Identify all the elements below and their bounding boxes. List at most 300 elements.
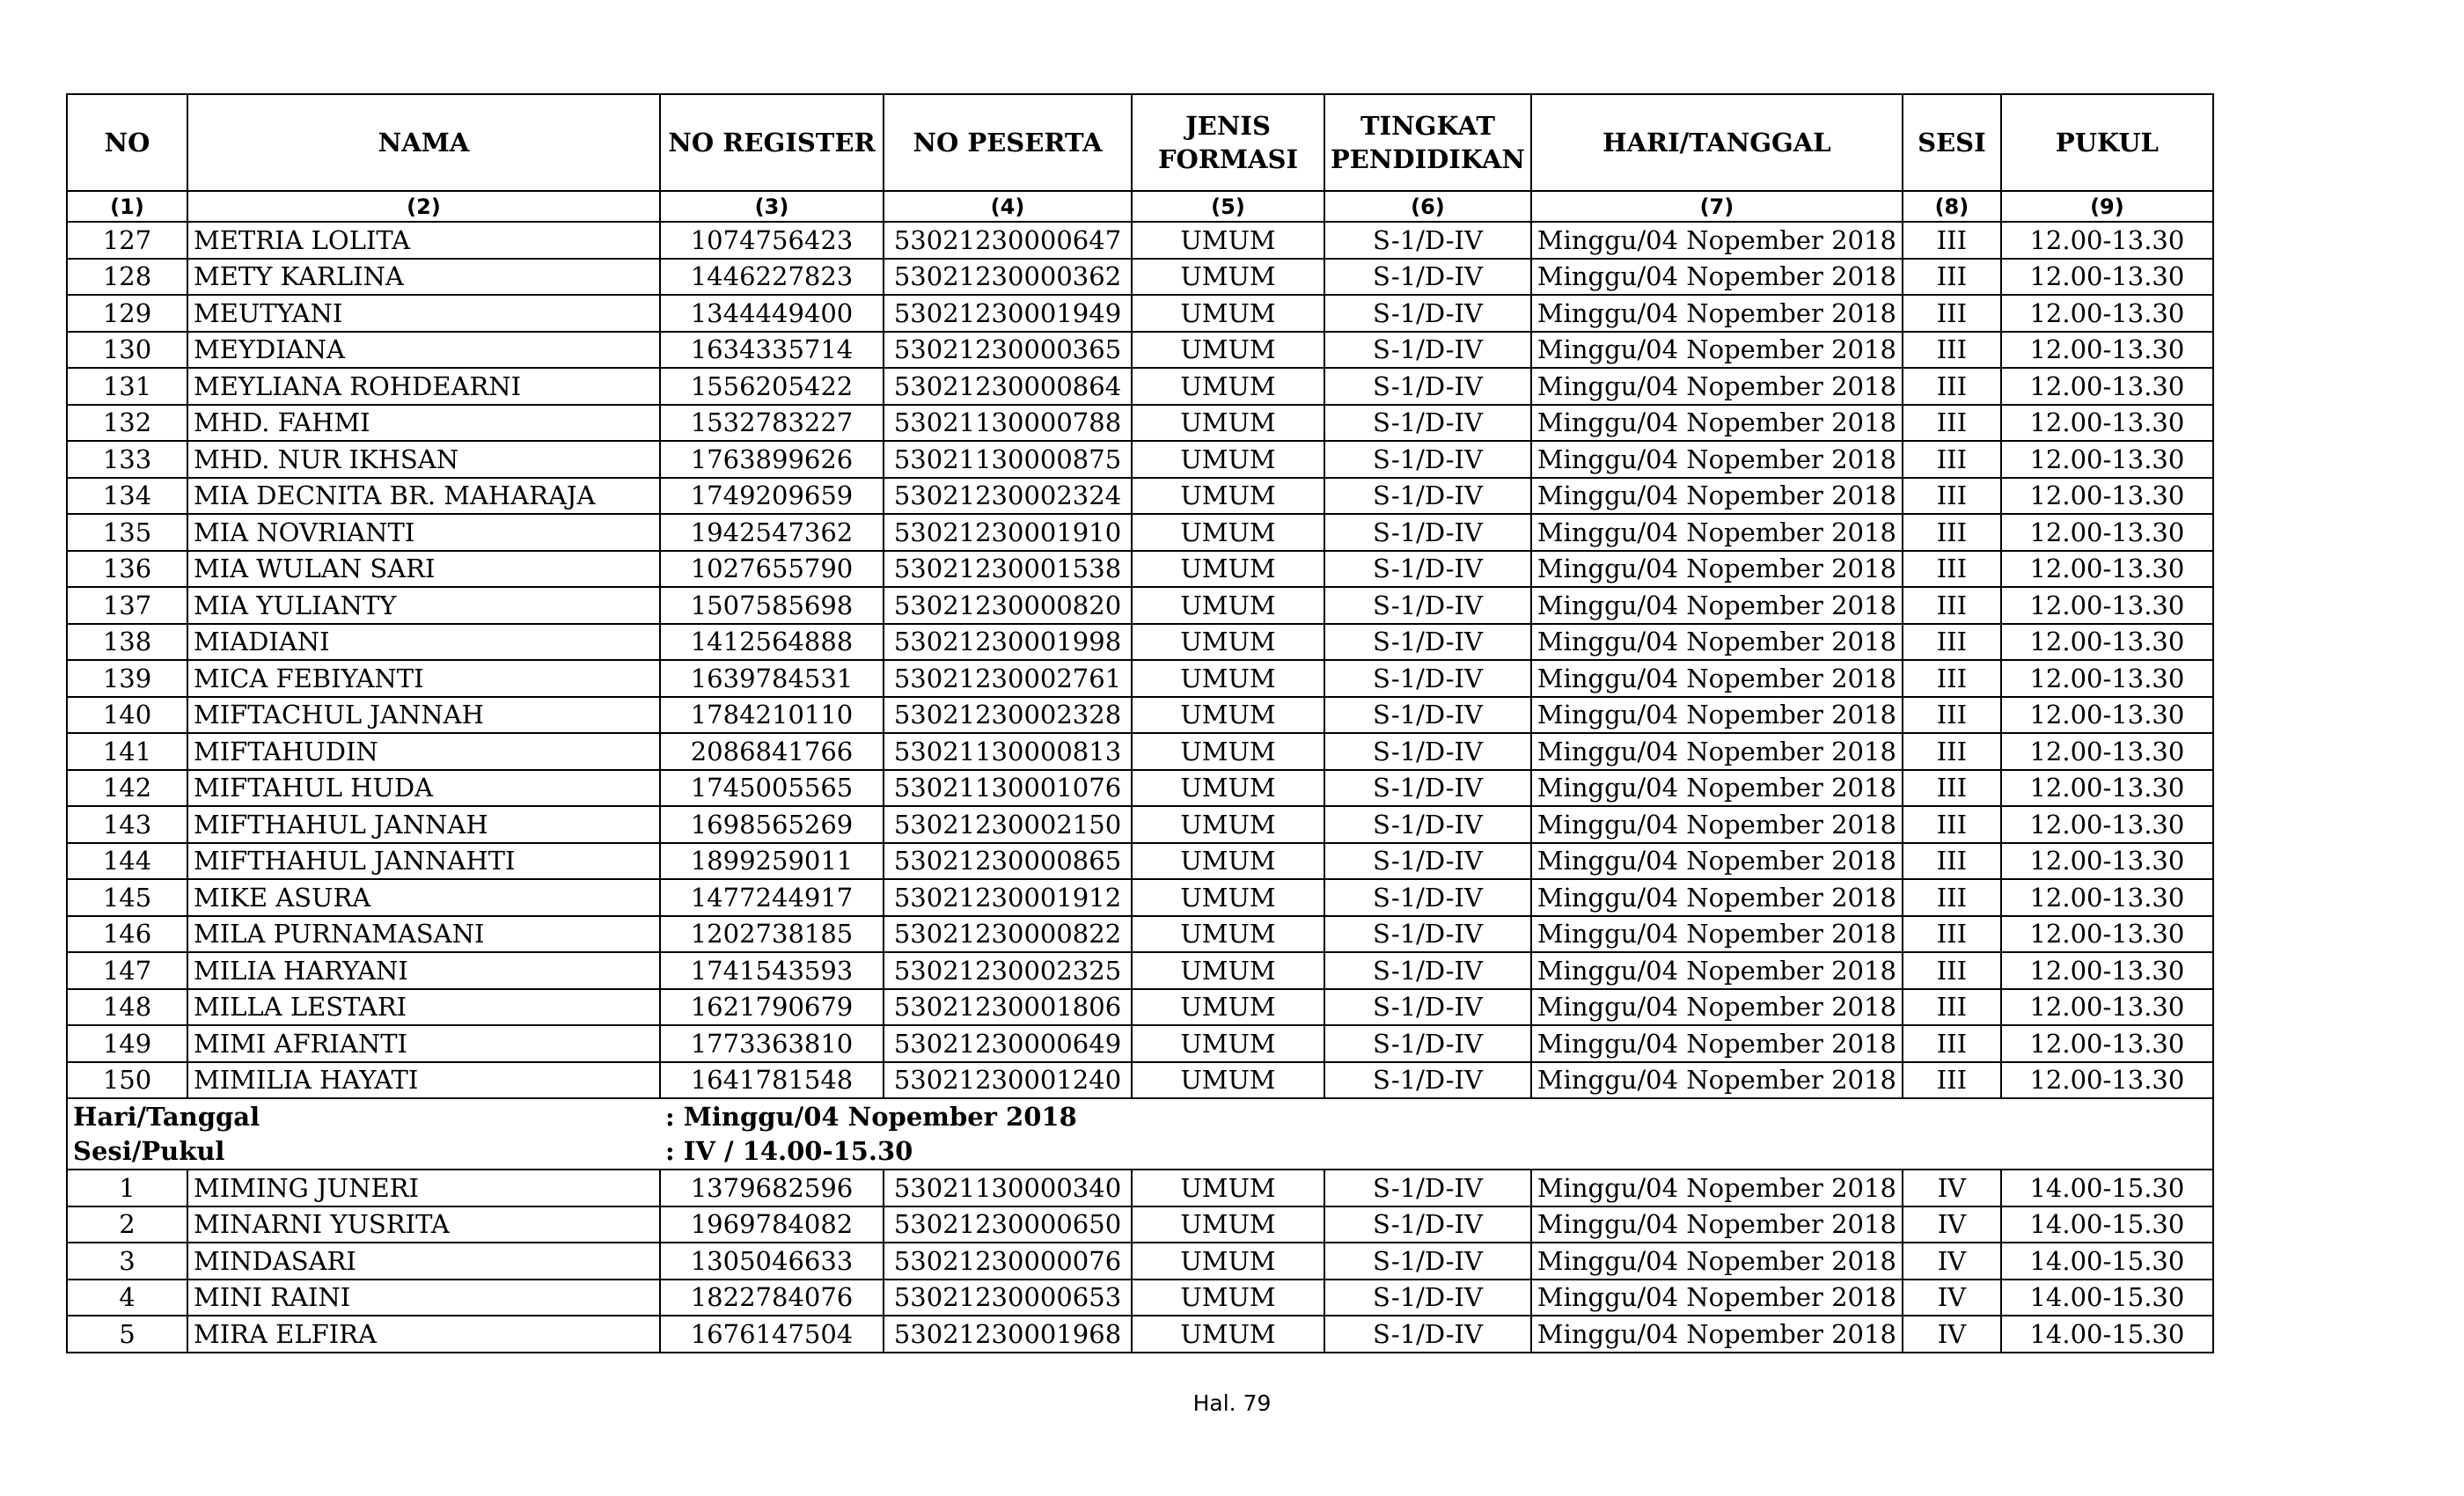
cell-sesi: III	[1903, 952, 2001, 989]
cell-nama: MIKE ASURA	[187, 879, 660, 916]
cell-no: 127	[67, 222, 187, 259]
cell-formasi: UMUM	[1132, 1170, 1324, 1206]
cell-pukul: 12.00-13.30	[2001, 1062, 2213, 1099]
cell-peserta: 53021230001910	[884, 514, 1132, 551]
cell-sesi: IV	[1903, 1243, 2001, 1280]
session-time-row	[67, 1134, 2213, 1170]
cell-pukul: 14.00-15.30	[2001, 1280, 2213, 1316]
cell-peserta: 53021130000340	[884, 1170, 1132, 1206]
cell-peserta: 53021230001998	[884, 624, 1132, 661]
cell-pukul: 12.00-13.30	[2001, 624, 2213, 661]
cell-nama: MIMILIA HAYATI	[187, 1062, 660, 1099]
cell-peserta: 53021230002324	[884, 478, 1132, 515]
cell-sesi: III	[1903, 697, 2001, 734]
cell-pendidikan: S-1/D-IV	[1324, 879, 1531, 916]
cell-pendidikan: S-1/D-IV	[1324, 551, 1531, 588]
cell-pukul: 12.00-13.30	[2001, 733, 2213, 770]
session-info	[67, 1098, 2213, 1170]
cell-peserta: 53021230000076	[884, 1243, 1132, 1280]
cell-pendidikan: S-1/D-IV	[1324, 1316, 1531, 1353]
cell-sesi: III	[1903, 733, 2001, 770]
cell-formasi: UMUM	[1132, 989, 1324, 1026]
cell-tanggal: Minggu/04 Nopember 2018	[1531, 697, 1903, 734]
cell-peserta: 53021230002761	[884, 660, 1132, 697]
cell-tanggal: Minggu/04 Nopember 2018	[1531, 989, 1903, 1026]
cell-pukul: 12.00-13.30	[2001, 952, 2213, 989]
col-number: (7)	[1531, 191, 1903, 222]
col-number: (5)	[1132, 191, 1324, 222]
cell-register: 1749209659	[660, 478, 884, 515]
cell-no: 146	[67, 916, 187, 953]
cell-formasi: UMUM	[1132, 441, 1324, 478]
cell-formasi: UMUM	[1132, 332, 1324, 369]
cell-nama: MIA NOVRIANTI	[187, 514, 660, 551]
cell-no: 135	[67, 514, 187, 551]
cell-pendidikan: S-1/D-IV	[1324, 1243, 1531, 1280]
col-number: (8)	[1903, 191, 2001, 222]
cell-sesi: III	[1903, 843, 2001, 880]
cell-sesi: III	[1903, 587, 2001, 624]
cell-peserta: 53021230001949	[884, 295, 1132, 332]
cell-pukul: 12.00-13.30	[2001, 916, 2213, 953]
cell-no: 138	[67, 624, 187, 661]
cell-peserta: 53021130000788	[884, 405, 1132, 442]
cell-tanggal: Minggu/04 Nopember 2018	[1531, 587, 1903, 624]
cell-pendidikan: S-1/D-IV	[1324, 441, 1531, 478]
table-row	[67, 916, 2213, 953]
cell-no: 5	[67, 1316, 187, 1353]
cell-formasi: UMUM	[1132, 916, 1324, 953]
cell-tanggal: Minggu/04 Nopember 2018	[1531, 1170, 1903, 1206]
cell-pukul: 12.00-13.30	[2001, 843, 2213, 880]
cell-sesi: III	[1903, 332, 2001, 369]
cell-peserta: 53021230000653	[884, 1280, 1132, 1316]
cell-formasi: UMUM	[1132, 879, 1324, 916]
cell-register: 1676147504	[660, 1316, 884, 1353]
page-number: Hal. 79	[1192, 1390, 1272, 1416]
cell-register: 1532783227	[660, 405, 884, 442]
table-row	[67, 1316, 2213, 1353]
cell-register: 1074756423	[660, 222, 884, 259]
cell-peserta: 53021230002325	[884, 952, 1132, 989]
cell-pendidikan: S-1/D-IV	[1324, 660, 1531, 697]
table-row	[67, 733, 2213, 770]
cell-pendidikan: S-1/D-IV	[1324, 1062, 1531, 1099]
cell-no: 148	[67, 989, 187, 1026]
cell-sesi: III	[1903, 368, 2001, 405]
col-header-pukul: PUKUL	[2001, 94, 2213, 191]
cell-nama: MIFTACHUL JANNAH	[187, 697, 660, 734]
cell-peserta: 53021230002328	[884, 697, 1132, 734]
cell-nama: MEYLIANA ROHDEARNI	[187, 368, 660, 405]
cell-tanggal: Minggu/04 Nopember 2018	[1531, 441, 1903, 478]
cell-peserta: 53021230000362	[884, 259, 1132, 296]
cell-tanggal: Minggu/04 Nopember 2018	[1531, 1206, 1903, 1243]
cell-register: 1477244917	[660, 879, 884, 916]
cell-nama: MIFTHAHUL JANNAH	[187, 806, 660, 843]
col-header-formasi: JENIS FORMASI	[1132, 94, 1324, 191]
table-row	[67, 514, 2213, 551]
cell-register: 1741543593	[660, 952, 884, 989]
cell-peserta: 53021230000649	[884, 1025, 1132, 1062]
cell-pukul: 12.00-13.30	[2001, 1025, 2213, 1062]
cell-register: 1822784076	[660, 1280, 884, 1316]
cell-nama: METY KARLINA	[187, 259, 660, 296]
cell-nama: MILA PURNAMASANI	[187, 916, 660, 953]
table-row	[67, 441, 2213, 478]
cell-pendidikan: S-1/D-IV	[1324, 1170, 1531, 1206]
cell-no: 142	[67, 770, 187, 807]
cell-formasi: UMUM	[1132, 1062, 1324, 1099]
table-row	[67, 624, 2213, 661]
table-row	[67, 332, 2213, 369]
cell-nama: MIADIANI	[187, 624, 660, 661]
cell-sesi: IV	[1903, 1280, 2001, 1316]
table-row	[67, 1062, 2213, 1099]
cell-formasi: UMUM	[1132, 1206, 1324, 1243]
col-header-peserta: NO PESERTA	[884, 94, 1132, 191]
cell-formasi: UMUM	[1132, 952, 1324, 989]
cell-nama: MIMI AFRIANTI	[187, 1025, 660, 1062]
cell-nama: MIA YULIANTY	[187, 587, 660, 624]
cell-no: 2	[67, 1206, 187, 1243]
cell-formasi: UMUM	[1132, 1243, 1324, 1280]
session-time-value: : IV / 14.00-15.30	[665, 1136, 913, 1167]
cell-sesi: III	[1903, 441, 2001, 478]
cell-no: 147	[67, 952, 187, 989]
cell-nama: MEUTYANI	[187, 295, 660, 332]
cell-no: 129	[67, 295, 187, 332]
cell-sesi: III	[1903, 514, 2001, 551]
cell-register: 1641781548	[660, 1062, 884, 1099]
col-number: (2)	[187, 191, 660, 222]
cell-formasi: UMUM	[1132, 368, 1324, 405]
cell-pukul: 12.00-13.30	[2001, 478, 2213, 515]
cell-pendidikan: S-1/D-IV	[1324, 222, 1531, 259]
cell-sesi: III	[1903, 295, 2001, 332]
cell-nama: MIFTAHUL HUDA	[187, 770, 660, 807]
cell-tanggal: Minggu/04 Nopember 2018	[1531, 1062, 1903, 1099]
cell-no: 140	[67, 697, 187, 734]
col-header-sesi: SESI	[1903, 94, 2001, 191]
cell-sesi: III	[1903, 551, 2001, 588]
cell-formasi: UMUM	[1132, 733, 1324, 770]
col-header-pendidikan: TINGKAT PENDIDIKAN	[1324, 94, 1531, 191]
cell-pendidikan: S-1/D-IV	[1324, 624, 1531, 661]
cell-peserta: 53021230001806	[884, 989, 1132, 1026]
cell-peserta: 53021230002150	[884, 806, 1132, 843]
cell-no: 1	[67, 1170, 187, 1206]
cell-pukul: 12.00-13.30	[2001, 697, 2213, 734]
cell-nama: MIFTAHUDIN	[187, 733, 660, 770]
col-header-no: NO	[67, 94, 187, 191]
table-row	[67, 952, 2213, 989]
table-row	[67, 1243, 2213, 1280]
cell-register: 1344449400	[660, 295, 884, 332]
cell-tanggal: Minggu/04 Nopember 2018	[1531, 952, 1903, 989]
cell-no: 150	[67, 1062, 187, 1099]
table-row	[67, 551, 2213, 588]
table-row	[67, 368, 2213, 405]
cell-pukul: 12.00-13.30	[2001, 222, 2213, 259]
cell-tanggal: Minggu/04 Nopember 2018	[1531, 259, 1903, 296]
cell-peserta: 53021230001240	[884, 1062, 1132, 1099]
cell-pukul: 12.00-13.30	[2001, 259, 2213, 296]
cell-pendidikan: S-1/D-IV	[1324, 514, 1531, 551]
cell-tanggal: Minggu/04 Nopember 2018	[1531, 733, 1903, 770]
col-number: (3)	[660, 191, 884, 222]
table-row	[67, 478, 2213, 515]
cell-pendidikan: S-1/D-IV	[1324, 295, 1531, 332]
table-row	[67, 295, 2213, 332]
cell-formasi: UMUM	[1132, 1316, 1324, 1353]
cell-pendidikan: S-1/D-IV	[1324, 587, 1531, 624]
table-row	[67, 1170, 2213, 1206]
cell-tanggal: Minggu/04 Nopember 2018	[1531, 770, 1903, 807]
cell-no: 4	[67, 1280, 187, 1316]
cell-tanggal: Minggu/04 Nopember 2018	[1531, 368, 1903, 405]
cell-nama: MICA FEBIYANTI	[187, 660, 660, 697]
cell-pendidikan: S-1/D-IV	[1324, 1206, 1531, 1243]
cell-register: 1027655790	[660, 551, 884, 588]
cell-pendidikan: S-1/D-IV	[1324, 259, 1531, 296]
session-date-value: : Minggu/04 Nopember 2018	[660, 1098, 1324, 1134]
cell-pendidikan: S-1/D-IV	[1324, 332, 1531, 369]
cell-register: 1305046633	[660, 1243, 884, 1280]
cell-formasi: UMUM	[1132, 1025, 1324, 1062]
cell-peserta: 53021230000647	[884, 222, 1132, 259]
cell-no: 149	[67, 1025, 187, 1062]
session-date-label: Hari/Tanggal	[67, 1098, 660, 1134]
cell-peserta: 53021230001968	[884, 1316, 1132, 1353]
cell-nama: MIRA ELFIRA	[187, 1316, 660, 1353]
cell-nama: MILLA LESTARI	[187, 989, 660, 1026]
cell-tanggal: Minggu/04 Nopember 2018	[1531, 405, 1903, 442]
cell-sesi: IV	[1903, 1170, 2001, 1206]
cell-tanggal: Minggu/04 Nopember 2018	[1531, 1316, 1903, 1353]
cell-nama: MHD. FAHMI	[187, 405, 660, 442]
cell-pukul: 12.00-13.30	[2001, 332, 2213, 369]
cell-peserta: 53021230000822	[884, 916, 1132, 953]
cell-tanggal: Minggu/04 Nopember 2018	[1531, 332, 1903, 369]
cell-no: 128	[67, 259, 187, 296]
cell-register: 1412564888	[660, 624, 884, 661]
cell-pendidikan: S-1/D-IV	[1324, 697, 1531, 734]
cell-peserta: 53021230000650	[884, 1206, 1132, 1243]
table-body-session-iii	[67, 222, 2213, 1098]
table-body-session-iv	[67, 1170, 2213, 1353]
cell-sesi: III	[1903, 405, 2001, 442]
cell-pendidikan: S-1/D-IV	[1324, 989, 1531, 1026]
cell-no: 130	[67, 332, 187, 369]
cell-sesi: III	[1903, 770, 2001, 807]
col-number: (1)	[67, 191, 187, 222]
cell-pendidikan: S-1/D-IV	[1324, 478, 1531, 515]
col-number: (4)	[884, 191, 1132, 222]
cell-nama: MIA WULAN SARI	[187, 551, 660, 588]
cell-nama: MIA DECNITA BR. MAHARAJA	[187, 478, 660, 515]
cell-register: 1969784082	[660, 1206, 884, 1243]
cell-pukul: 12.00-13.30	[2001, 989, 2213, 1026]
cell-no: 144	[67, 843, 187, 880]
cell-register: 1763899626	[660, 441, 884, 478]
cell-nama: MIMING JUNERI	[187, 1170, 660, 1206]
cell-pendidikan: S-1/D-IV	[1324, 916, 1531, 953]
cell-formasi: UMUM	[1132, 222, 1324, 259]
cell-nama: METRIA LOLITA	[187, 222, 660, 259]
cell-no: 133	[67, 441, 187, 478]
cell-register: 1446227823	[660, 259, 884, 296]
header-row	[67, 94, 2213, 191]
cell-sesi: III	[1903, 660, 2001, 697]
cell-pendidikan: S-1/D-IV	[1324, 952, 1531, 989]
cell-sesi: III	[1903, 989, 2001, 1026]
cell-peserta: 53021130000813	[884, 733, 1132, 770]
cell-tanggal: Minggu/04 Nopember 2018	[1531, 478, 1903, 515]
cell-pukul: 12.00-13.30	[2001, 660, 2213, 697]
table-row	[67, 259, 2213, 296]
session-date-row	[67, 1098, 2213, 1134]
cell-register: 1784210110	[660, 697, 884, 734]
cell-formasi: UMUM	[1132, 843, 1324, 880]
cell-sesi: III	[1903, 624, 2001, 661]
cell-pukul: 12.00-13.30	[2001, 879, 2213, 916]
cell-formasi: UMUM	[1132, 660, 1324, 697]
cell-peserta: 53021130001076	[884, 770, 1132, 807]
cell-tanggal: Minggu/04 Nopember 2018	[1531, 660, 1903, 697]
cell-register: 1773363810	[660, 1025, 884, 1062]
cell-no: 3	[67, 1243, 187, 1280]
cell-tanggal: Minggu/04 Nopember 2018	[1531, 843, 1903, 880]
cell-pendidikan: S-1/D-IV	[1324, 368, 1531, 405]
cell-formasi: UMUM	[1132, 259, 1324, 296]
table-row	[67, 660, 2213, 697]
cell-no: 139	[67, 660, 187, 697]
cell-pukul: 14.00-15.30	[2001, 1206, 2213, 1243]
cell-pukul: 12.00-13.30	[2001, 295, 2213, 332]
table-row	[67, 222, 2213, 259]
cell-tanggal: Minggu/04 Nopember 2018	[1531, 916, 1903, 953]
cell-pukul: 12.00-13.30	[2001, 405, 2213, 442]
cell-tanggal: Minggu/04 Nopember 2018	[1531, 514, 1903, 551]
cell-nama: MINI RAINI	[187, 1280, 660, 1316]
table-row	[67, 1280, 2213, 1316]
cell-sesi: III	[1903, 1062, 2001, 1099]
cell-formasi: UMUM	[1132, 551, 1324, 588]
cell-register: 1379682596	[660, 1170, 884, 1206]
cell-sesi: III	[1903, 806, 2001, 843]
cell-no: 137	[67, 587, 187, 624]
cell-register: 1621790679	[660, 989, 884, 1026]
cell-sesi: III	[1903, 916, 2001, 953]
cell-nama: MINARNI YUSRITA	[187, 1206, 660, 1243]
cell-formasi: UMUM	[1132, 514, 1324, 551]
table-row	[67, 1206, 2213, 1243]
cell-tanggal: Minggu/04 Nopember 2018	[1531, 222, 1903, 259]
cell-nama: MHD. NUR IKHSAN	[187, 441, 660, 478]
col-header-tanggal: HARI/TANGGAL	[1531, 94, 1903, 191]
cell-pendidikan: S-1/D-IV	[1324, 843, 1531, 880]
table-row	[67, 879, 2213, 916]
cell-nama: MILIA HARYANI	[187, 952, 660, 989]
cell-tanggal: Minggu/04 Nopember 2018	[1531, 551, 1903, 588]
cell-register: 1698565269	[660, 806, 884, 843]
cell-nama: MEYDIANA	[187, 332, 660, 369]
participant-table	[66, 93, 2214, 1353]
cell-register: 1634335714	[660, 332, 884, 369]
cell-nama: MIFTHAHUL JANNAHTI	[187, 843, 660, 880]
cell-tanggal: Minggu/04 Nopember 2018	[1531, 806, 1903, 843]
cell-formasi: UMUM	[1132, 1280, 1324, 1316]
cell-sesi: III	[1903, 478, 2001, 515]
col-header-register: NO REGISTER	[660, 94, 884, 191]
cell-formasi: UMUM	[1132, 295, 1324, 332]
cell-pukul: 12.00-13.30	[2001, 806, 2213, 843]
cell-peserta: 53021230000865	[884, 843, 1132, 880]
cell-tanggal: Minggu/04 Nopember 2018	[1531, 1025, 1903, 1062]
table-row	[67, 1025, 2213, 1062]
cell-formasi: UMUM	[1132, 697, 1324, 734]
cell-register: 2086841766	[660, 733, 884, 770]
cell-no: 145	[67, 879, 187, 916]
cell-pukul: 14.00-15.30	[2001, 1243, 2213, 1280]
cell-register: 1639784531	[660, 660, 884, 697]
cell-sesi: IV	[1903, 1316, 2001, 1353]
cell-no: 143	[67, 806, 187, 843]
cell-pendidikan: S-1/D-IV	[1324, 405, 1531, 442]
cell-peserta: 53021230000820	[884, 587, 1132, 624]
cell-pendidikan: S-1/D-IV	[1324, 770, 1531, 807]
cell-register: 1507585698	[660, 587, 884, 624]
table-row	[67, 770, 2213, 807]
cell-register: 1942547362	[660, 514, 884, 551]
cell-formasi: UMUM	[1132, 770, 1324, 807]
cell-no: 134	[67, 478, 187, 515]
cell-pukul: 14.00-15.30	[2001, 1316, 2213, 1353]
cell-no: 136	[67, 551, 187, 588]
cell-register: 1556205422	[660, 368, 884, 405]
cell-peserta: 53021130000875	[884, 441, 1132, 478]
cell-formasi: UMUM	[1132, 405, 1324, 442]
cell-register: 1202738185	[660, 916, 884, 953]
cell-formasi: UMUM	[1132, 624, 1324, 661]
table-row	[67, 587, 2213, 624]
table-row	[67, 697, 2213, 734]
cell-formasi: UMUM	[1132, 806, 1324, 843]
col-header-nama: NAMA	[187, 94, 660, 191]
cell-pukul: 12.00-13.30	[2001, 587, 2213, 624]
cell-pukul: 12.00-13.30	[2001, 368, 2213, 405]
cell-tanggal: Minggu/04 Nopember 2018	[1531, 624, 1903, 661]
cell-no: 141	[67, 733, 187, 770]
cell-pendidikan: S-1/D-IV	[1324, 1280, 1531, 1316]
table-row	[67, 843, 2213, 880]
cell-formasi: UMUM	[1132, 587, 1324, 624]
cell-pukul: 12.00-13.30	[2001, 551, 2213, 588]
cell-pukul: 12.00-13.30	[2001, 441, 2213, 478]
session-time-label: Sesi/Pukul	[67, 1134, 660, 1170]
cell-tanggal: Minggu/04 Nopember 2018	[1531, 879, 1903, 916]
cell-sesi: III	[1903, 1025, 2001, 1062]
cell-tanggal: Minggu/04 Nopember 2018	[1531, 1280, 1903, 1316]
cell-sesi: III	[1903, 259, 2001, 296]
cell-nama: MINDASARI	[187, 1243, 660, 1280]
cell-pukul: 12.00-13.30	[2001, 514, 2213, 551]
cell-peserta: 53021230001538	[884, 551, 1132, 588]
cell-no: 131	[67, 368, 187, 405]
table-row	[67, 806, 2213, 843]
cell-pendidikan: S-1/D-IV	[1324, 1025, 1531, 1062]
